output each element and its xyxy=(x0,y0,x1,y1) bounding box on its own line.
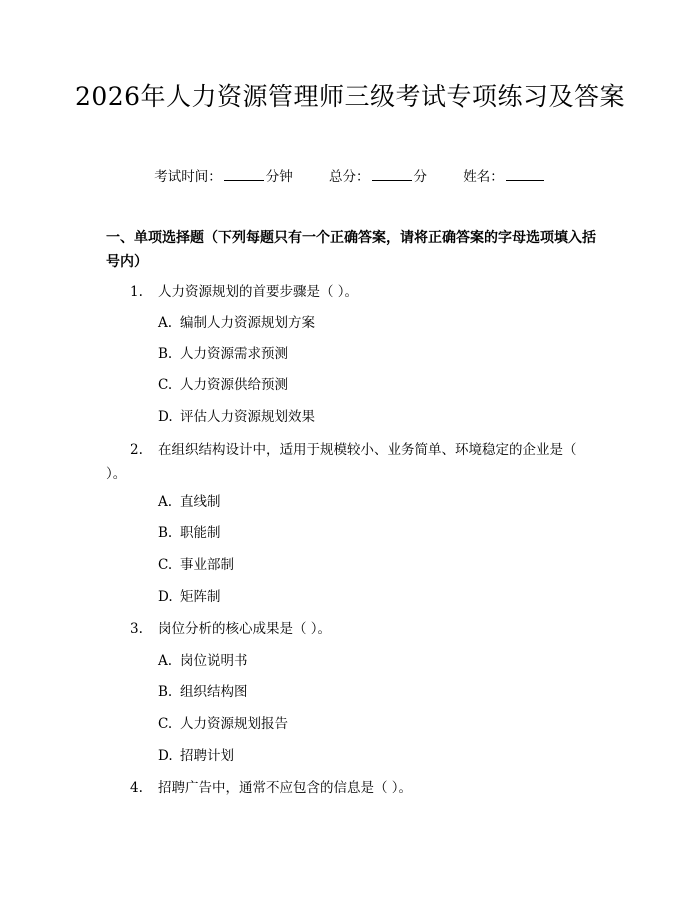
total-score-field xyxy=(329,166,427,188)
question-2 xyxy=(106,438,598,486)
exam-info-line xyxy=(0,166,700,188)
question-number: 4. xyxy=(130,780,143,796)
option-letter: D. xyxy=(158,589,173,605)
option-text: 人力资源规划报告 xyxy=(180,716,288,732)
exam-time-field xyxy=(154,166,293,188)
time-unit: 分钟 xyxy=(265,169,293,185)
option-text: 事业部制 xyxy=(180,557,234,573)
option-text: 直线制 xyxy=(180,494,221,510)
option-2b[interactable] xyxy=(158,522,221,544)
option-letter: B. xyxy=(158,346,173,362)
option-2a[interactable] xyxy=(158,491,221,513)
option-1a[interactable] xyxy=(158,312,315,334)
document-title: 2026年人力资源管理师三级考试专项练习及答案 xyxy=(74,82,626,111)
section-heading: 一、单项选择题（下列每题只有一个正确答案，请将正确答案的字母选项填入括号内） xyxy=(106,230,596,270)
option-1c[interactable] xyxy=(158,374,288,396)
option-3c[interactable] xyxy=(158,713,288,735)
question-text: 在组织结构设计中，适用于规模较小、业务简单、环境稳定的企业是（ ）。 xyxy=(106,442,577,482)
option-letter: D. xyxy=(158,409,173,425)
score-blank[interactable] xyxy=(372,166,412,181)
option-text: 人力资源需求预测 xyxy=(180,346,288,362)
option-text: 人力资源供给预测 xyxy=(180,377,288,393)
time-blank[interactable] xyxy=(224,166,264,181)
question-text: 岗位分析的核心成果是（ ）。 xyxy=(158,621,332,637)
question-text: 招聘广告中，通常不应包含的信息是（ ）。 xyxy=(158,780,413,796)
option-2d[interactable] xyxy=(158,586,221,608)
option-text: 编制人力资源规划方案 xyxy=(180,315,315,331)
option-text: 组织结构图 xyxy=(180,684,248,700)
question-text: 人力资源规划的首要步骤是（ ）。 xyxy=(158,284,359,300)
name-label: 姓名： xyxy=(463,169,504,185)
option-text: 岗位说明书 xyxy=(180,653,248,669)
name-blank[interactable] xyxy=(506,166,544,181)
option-text: 矩阵制 xyxy=(180,589,221,605)
option-letter: D. xyxy=(158,748,173,764)
option-3d[interactable] xyxy=(158,745,234,767)
option-letter: A. xyxy=(158,315,173,331)
option-text: 招聘计划 xyxy=(180,748,234,764)
option-2c[interactable] xyxy=(158,554,234,576)
option-letter: C. xyxy=(158,557,173,573)
name-field xyxy=(463,166,546,188)
question-number: 3. xyxy=(130,621,143,637)
question-number: 2. xyxy=(130,442,143,458)
option-3b[interactable] xyxy=(158,681,248,703)
option-letter: B. xyxy=(158,525,173,541)
option-text: 职能制 xyxy=(180,525,221,541)
option-letter: A. xyxy=(158,494,173,510)
question-3 xyxy=(106,617,598,641)
time-label: 考试时间： xyxy=(154,169,222,185)
question-4 xyxy=(106,776,598,800)
score-unit: 分 xyxy=(413,169,427,185)
question-number: 1. xyxy=(130,284,143,300)
option-3a[interactable] xyxy=(158,650,248,672)
option-1b[interactable] xyxy=(158,343,288,365)
question-1 xyxy=(106,280,598,304)
option-text: 评估人力资源规划效果 xyxy=(180,409,315,425)
score-label: 总分： xyxy=(329,169,370,185)
option-1d[interactable] xyxy=(158,406,315,428)
option-letter: C. xyxy=(158,716,173,732)
option-letter: A. xyxy=(158,653,173,669)
option-letter: C. xyxy=(158,377,173,393)
option-letter: B. xyxy=(158,684,173,700)
